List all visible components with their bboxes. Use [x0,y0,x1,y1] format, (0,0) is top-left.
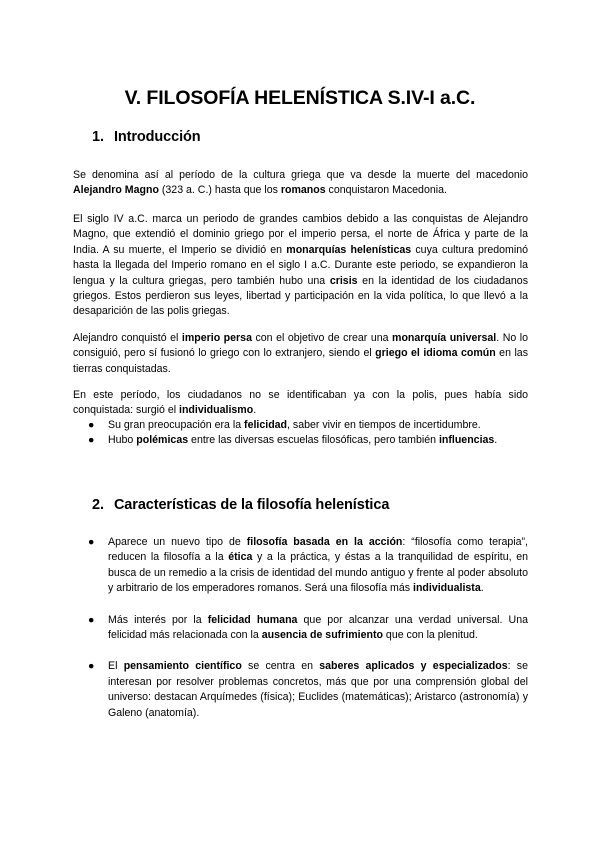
list-item [73,433,528,448]
emphasis-text: imperio persa [181,332,252,344]
list-item [73,418,528,433]
emphasis-text: filosofía basada en la acción [246,536,403,548]
paragraph-intro-3: Alejandro conquistó el imperio persa con el objetivo de crear una monarquía universal. No lo consiguió, pero sí fusionó lo griego con lo extranjero, siendo el griego el idioma común en las tierras conquistadas. [73,332,528,375]
characteristics-bullet-list [73,535,528,721]
section-heading-introduccion [92,129,201,145]
paragraph-intro-4: En este período, los ciudadanos no se identificaban ya con la polis, pues había sido conquistada: surgió el individualismo. [73,389,528,417]
intro-bullet-list [73,418,528,449]
section-heading-caracteristicas [92,497,389,513]
emphasis-text: crisis [329,274,358,287]
emphasis-text: monarquía universal [392,332,497,344]
list-item [73,613,528,644]
paragraph-intro-2: El siglo IV a.C. marca un periodo de grandes cambios debido a las conquistas de Alejandro Magno, que extendió el dominio griego por el imperio persa, el norte de África y parte de la India. A su muerte, el Imperio se dividió en monarquías helenísticas cuya cultura predominó hasta la llegada del Imperio romano en el siglo I a.C. Durante este periodo, se expandieron la lengua y la cultura griegas, pero también hubo una crisis en la identidad de los ciudadanos griegos. Estos perdieron sus leyes, libertad y participación en la vida política, lo que llevó a la desaparición de las polis griegas. [73,213,529,318]
paragraph-intro-1: Se denomina así al período de la cultura griega que va desde la muerte del macedonio Alejandro Magno (323 a. C.) hasta que los romanos conquistaron Macedonia. [73,169,528,197]
emphasis-text: influencias [438,434,495,447]
bullet-icon: ● [88,536,95,548]
section-number: 2. [92,497,104,513]
bullet-icon: ● [88,613,95,626]
page-title: V. FILOSOFÍA HELENÍSTICA S.IV-I a.C. [124,87,476,109]
list-item-text: Más interés por la felicidad humana que por alcanzar una verdad universal. Una felicidad más relacionada con la ausencia de sufrimiento que con la plenitud. [108,613,528,642]
list-item [73,659,528,721]
bullet-icon: ● [88,434,95,447]
emphasis-text: Alejandro Magno [73,184,159,197]
list-item-text: El pensamiento científico se centra en saberes aplicados y especializados: se interesan por resolver problemas concretos, más que por una comprensión global del universo: destacan Arquímedes (física); Euclides (matemáticas); Aristarco (astronomía) y Galeno (anatomía). [108,660,528,719]
emphasis-text: individualista [413,582,481,595]
section-title: Características de la filosofía helenística [113,497,390,513]
list-item-text: Su gran preocupación era la felicidad, saber vivir en tiempos de incertidumbre. [108,419,481,431]
list-item-text: Hubo polémicas entre las diversas escuelas filosóficas, pero también influencias. [108,434,498,447]
bullet-icon: ● [88,660,95,673]
emphasis-text: ética [228,551,253,564]
bullet-icon: ● [88,419,95,431]
emphasis-text: individualismo [179,404,254,417]
emphasis-text: polémicas [136,434,189,447]
emphasis-text: felicidad [244,419,288,431]
emphasis-text: ausencia de sufrimiento [261,629,383,642]
list-item [73,535,528,597]
emphasis-text: felicidad humana [207,613,298,626]
emphasis-text: griego el idioma común [375,347,496,360]
emphasis-text: saberes aplicados y especializados [319,660,508,673]
emphasis-text: pensamiento científico [123,660,242,673]
list-item-text: Aparece un nuevo tipo de filosofía basada en la acción: “filosofía como terapia”, reducen la filosofía a la ética y a la práctica, y éstas a la tranquilidad de espíritu, en busca de un remedio a la crisis de identidad del mundo antiguo y frente al poder absoluto y arbitrario de los emperadores romanos. Será una filosofía más individualista. [108,536,529,595]
emphasis-text: romanos [280,184,326,197]
section-title: Introducción [113,129,201,145]
emphasis-text: monarquías helenísticas [286,243,412,256]
section-number: 1. [92,129,104,145]
